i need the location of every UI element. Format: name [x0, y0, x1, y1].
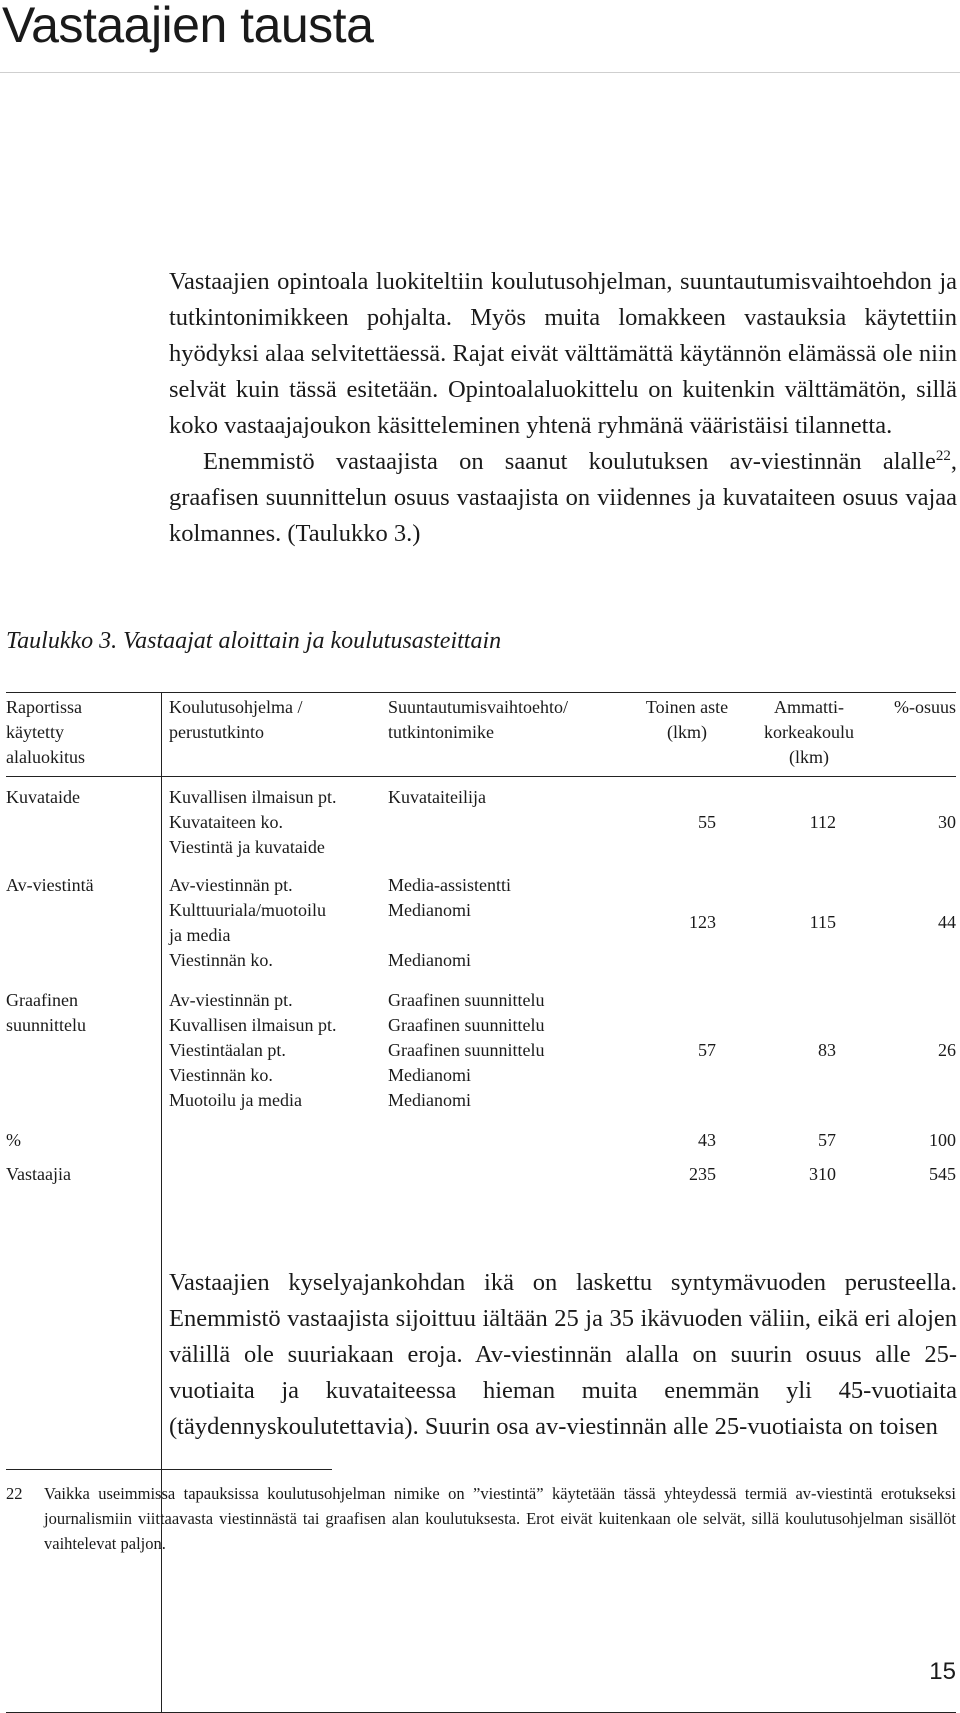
- orientation-line: Graafinen suunnittelu: [388, 1015, 545, 1035]
- row-orientations: [388, 873, 511, 973]
- intro-paragraph-1: Vastaajien opintoala luokiteltiin koulutusohjelman, suuntautumisvaihtoehdon ja tutkintonimikkeen pohjalta. Myös muita lomakkeen vastauksia käytettiin hyödyksi alaa selvitettäessä. Rajat eivät välttämättä käytännön elämässä ole niin selvät kuin tässä esitetään. Opintoalaluokittelu on kuitenkin välttämätön, sillä koko vastaajajoukon käsitteleminen yhtenä ryhmänä vääristäisi tilannetta.: [169, 268, 957, 439]
- intro-text: [169, 264, 957, 552]
- row-programs: [169, 873, 326, 973]
- header-line: alaluokitus: [6, 747, 85, 767]
- intro-paragraph-2: [169, 444, 957, 552]
- intro-paragraph-2-part-a: Enemmistö vastaajista on saanut koulutuksen av-viestinnän alalle: [203, 448, 936, 475]
- header-line: (lkm): [667, 722, 707, 742]
- row-category: [6, 988, 86, 1038]
- row-programs: [169, 785, 336, 860]
- header-line: Koulutusohjelma /: [169, 697, 303, 717]
- program-line: Kuvallisen ilmaisun pt.: [169, 787, 337, 807]
- totals-percent-label: %: [6, 1130, 21, 1150]
- orientation-line: Medianomi: [388, 950, 471, 970]
- row-secondary-count: 123: [689, 912, 716, 932]
- footnote-reference[interactable]: 22: [935, 447, 951, 464]
- totals-percent-polytechnic: 57: [818, 1130, 836, 1150]
- header-category: [6, 695, 85, 770]
- program-line: Viestintä ja kuvataide: [169, 837, 325, 857]
- totals-percent-secondary: 43: [698, 1130, 716, 1150]
- program-line: Kuvallisen ilmaisun pt.: [169, 1015, 337, 1035]
- header-line: tutkintonimike: [388, 722, 494, 742]
- header-orientation: [388, 695, 568, 745]
- program-line: Av-viestinnän pt.: [169, 990, 293, 1010]
- program-line: Kuvataiteen ko.: [169, 812, 283, 832]
- header-secondary: [622, 695, 752, 745]
- table-top-rule: [6, 692, 956, 693]
- program-line: ja media: [169, 925, 231, 945]
- row-polytechnic-count: 112: [809, 812, 836, 832]
- orientation-line: Kuvataiteilija: [388, 787, 486, 807]
- header-line: perustutkinto: [169, 722, 264, 742]
- totals-percent-share: 100: [929, 1130, 956, 1150]
- row-category: Av-viestintä: [6, 875, 94, 895]
- table-caption: Taulukko 3. Vastaajat aloittain ja koulutusasteittain: [6, 628, 502, 654]
- row-share: 30: [938, 812, 956, 832]
- row-secondary-count: 55: [698, 812, 716, 832]
- header-program: [169, 695, 303, 745]
- header-line: korkeakoulu: [764, 722, 854, 742]
- row-polytechnic-count: 115: [809, 912, 836, 932]
- footnote-text: Vaikka useimmissa tapauksissa koulutusohjelman nimike on ”viestintä” käytetään tässä yhteydessä termiä av-viestintä erotukseksi journalismiin viittaavasta viestinnästä tai graafisen alan koulutuksesta. Erot eivät kuitenkaan ole selvät, sillä koulutusohjelman sisällöt vaihtelevat paljon.: [44, 1484, 956, 1553]
- totals-respondents-polytechnic: 310: [809, 1164, 836, 1184]
- category-line: suunnittelu: [6, 1015, 86, 1035]
- table-column-divider: [161, 692, 162, 1713]
- orientation-line: Graafinen suunnittelu: [388, 990, 545, 1010]
- orientation-line: Graafinen suunnittelu: [388, 1040, 545, 1060]
- program-line: Viestinnän ko.: [169, 950, 273, 970]
- row-orientations: [388, 785, 486, 810]
- row-orientations: [388, 988, 544, 1113]
- header-line: Toinen aste: [645, 697, 729, 717]
- page-number: 15: [929, 1658, 956, 1685]
- footnote-number: 22: [6, 1484, 23, 1503]
- totals-respondents-label: Vastaajia: [6, 1164, 71, 1184]
- row-share: 26: [938, 1040, 956, 1060]
- header-share: %-osuus: [894, 697, 956, 717]
- row-share: 44: [938, 912, 956, 932]
- program-line: Av-viestinnän pt.: [169, 875, 293, 895]
- intro-paragraph-2-part-b: , graafisen suunnittelun osuus vastaajista on viidennes ja kuvataiteen osuus vajaa kolmannes. (Taulukko 3.): [169, 448, 957, 547]
- orientation-line: Media-assistentti: [388, 875, 511, 895]
- body-paragraph: Vastaajien kyselyajankohdan ikä on laskettu syntymävuoden perusteella. Enemmistö vastaajista sijoittuu iältään 25 ja 35 ikävuoden väliin, eikä eri alojen välillä ole suuriakaan eroja. Av-viestinnän alalla on suurin osuus alle 25-vuotiaita ja kuvataiteessa hieman muita enemmän yli 45-vuotiaita (täydennyskoulutettavia). Suurin osa av-viestinnän alle 25-vuotiaista on toisen: [169, 1269, 957, 1440]
- orientation-line: Medianomi: [388, 900, 471, 920]
- table-header-rule: [6, 776, 956, 777]
- row-category: Kuvataide: [6, 787, 80, 807]
- orientation-line: Medianomi: [388, 1090, 471, 1110]
- totals-respondents-share: 545: [929, 1164, 956, 1184]
- program-line: Muotoilu ja media: [169, 1090, 302, 1110]
- header-line: (lkm): [789, 747, 829, 767]
- row-secondary-count: 57: [698, 1040, 716, 1060]
- row-programs: [169, 988, 336, 1113]
- footnote-rule: [6, 1469, 332, 1470]
- orientation-line: Medianomi: [388, 1065, 471, 1085]
- program-line: Viestinnän ko.: [169, 1065, 273, 1085]
- header-line: käytetty: [6, 722, 64, 742]
- header-line: Suuntautumisvaihtoehto/: [388, 697, 568, 717]
- totals-respondents-secondary: 235: [689, 1164, 716, 1184]
- header-line: Raportissa: [6, 697, 82, 717]
- page-heading: Vastaajien tausta: [2, 0, 374, 53]
- orientation-spacer: [388, 923, 511, 948]
- heading-rule: [0, 72, 960, 73]
- program-line: Kulttuuriala/muotoilu: [169, 900, 326, 920]
- header-line: Ammatti-: [774, 697, 844, 717]
- program-line: Viestintäalan pt.: [169, 1040, 286, 1060]
- row-polytechnic-count: 83: [818, 1040, 836, 1060]
- category-line: Graafinen: [6, 990, 78, 1010]
